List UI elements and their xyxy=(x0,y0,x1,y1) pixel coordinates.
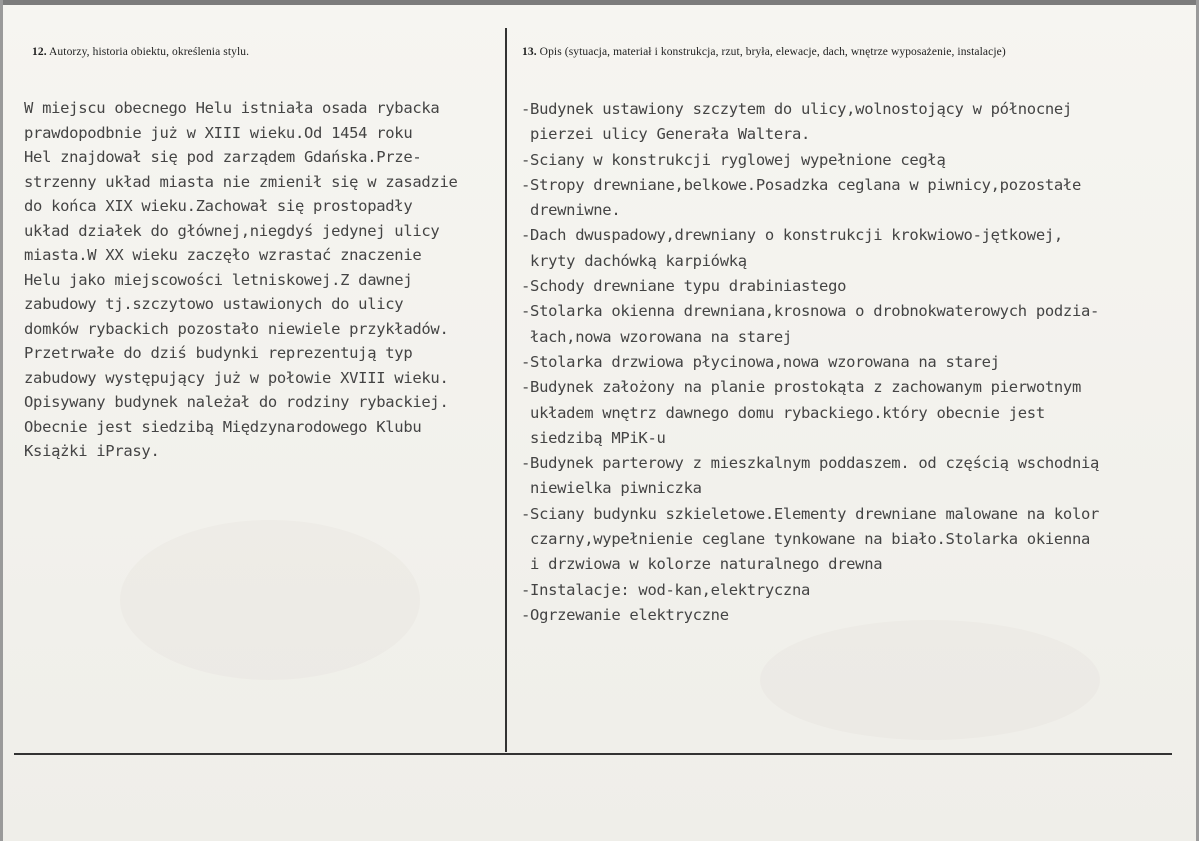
history-line: zabudowy występujący już w połowie XVIII wieku. xyxy=(24,368,449,387)
history-line: domków rybackich pozostało niewiele przykładów. xyxy=(24,319,449,338)
paper-stain xyxy=(760,620,1100,740)
history-line: Obecnie jest siedzibą Międzynarodowego Klubu xyxy=(24,417,422,436)
description-line: -Schody drewniane typu drabiniastego xyxy=(521,277,847,296)
description-line: -Budynek parterowy z mieszkalnym poddaszem. od częścią wschodnią xyxy=(521,454,1100,473)
section-12-header xyxy=(32,46,249,58)
history-line: Hel znajdował się pod zarządem Gdańska.Prze- xyxy=(24,148,422,166)
paper-stain xyxy=(120,520,420,680)
history-line: zabudowy tj.szczytowo ustawionych do ulicy xyxy=(24,295,404,313)
section-13-header xyxy=(522,46,1006,58)
section-13-number: 13. xyxy=(522,46,537,58)
description-line: -Sciany budynku szkieletowe.Elementy drewniane malowane na kolor xyxy=(521,504,1100,523)
description-line: -Stropy drewniane,belkowe.Posadzka ceglana w piwnicy,pozostałe xyxy=(521,175,1081,194)
description-line: łach,nowa wzorowana na starej xyxy=(521,327,792,346)
history-line: Przetrwałe do dziś budynki reprezentują typ xyxy=(24,344,413,362)
section-12-number: 12. xyxy=(32,46,47,58)
description-line: kryty dachówką karpiówką xyxy=(521,251,747,270)
history-line: strzenny układ miasta nie zmienił się w zasadzie xyxy=(24,172,458,191)
history-line: Opisywany budynek należał do rodziny rybackiej. xyxy=(24,393,449,411)
history-line: W miejscu obecnego Helu istniała osada rybacka xyxy=(24,99,440,117)
history-text-block xyxy=(24,96,502,464)
description-line: -Dach dwuspadowy,drewniany o konstrukcji krokwiowo-jętkowej, xyxy=(521,226,1063,245)
description-line: -Stolarka drzwiowa płycinowa,nowa wzorowana na starej xyxy=(521,352,1000,371)
description-line: -Budynek założony na planie prostokąta z zachowanym pierwotnym xyxy=(521,378,1081,397)
description-line: -Ogrzewanie elektryczne xyxy=(521,605,729,624)
history-line: Książki iPrasy. xyxy=(24,442,160,460)
bottom-rule xyxy=(14,753,1172,755)
description-text-block xyxy=(521,97,1181,628)
section-12-title: Autorzy, historia obiektu, określenia stylu. xyxy=(49,46,250,58)
history-line: do końca XIX wieku.Zachował się prostopadły xyxy=(24,197,413,215)
history-line: prawdopodbnie już w XIII wieku.Od 1454 roku xyxy=(24,123,413,142)
history-line: miasta.W XX wieku zaczęło wzrastać znaczenie xyxy=(24,246,422,264)
description-line: -Budynek ustawiony szczytem do ulicy,wolnostojący w północnej xyxy=(521,100,1072,118)
section-13-title: Opis (sytuacja, materiał i konstrukcja, rzut, bryła, elewacje, dach, wnętrze wyposażenie, instalacje) xyxy=(539,46,1006,58)
description-line: układem wnętrz dawnego domu rybackiego.który obecnie jest xyxy=(521,403,1045,422)
scan-edge-left xyxy=(0,0,3,841)
scan-edge-top xyxy=(0,0,1199,5)
description-line: -Stolarka okienna drewniana,krosnowa o drobnokwaterowych podzia- xyxy=(521,302,1100,321)
description-line: -Instalacje: wod-kan,elektryczna xyxy=(521,580,811,599)
description-line: drewniwne. xyxy=(521,201,621,220)
description-line: czarny,wypełnienie ceglane tynkowane na biało.Stolarka okienna xyxy=(521,530,1091,549)
description-line: pierzei ulicy Generała Waltera. xyxy=(521,125,811,144)
description-line: niewielka piwniczka xyxy=(521,479,702,498)
description-line: -Sciany w konstrukcji ryglowej wypełnione cegłą xyxy=(521,150,946,169)
column-divider xyxy=(505,28,507,752)
description-line: i drzwiowa w kolorze naturalnego drewna xyxy=(521,555,883,574)
history-line: układ działek do głównej,niegdyś jedynej ulicy xyxy=(24,221,440,240)
description-line: siedzibą MPiK-u xyxy=(521,428,666,447)
history-line: Helu jako miejscowości letniskowej.Z dawnej xyxy=(24,270,413,289)
